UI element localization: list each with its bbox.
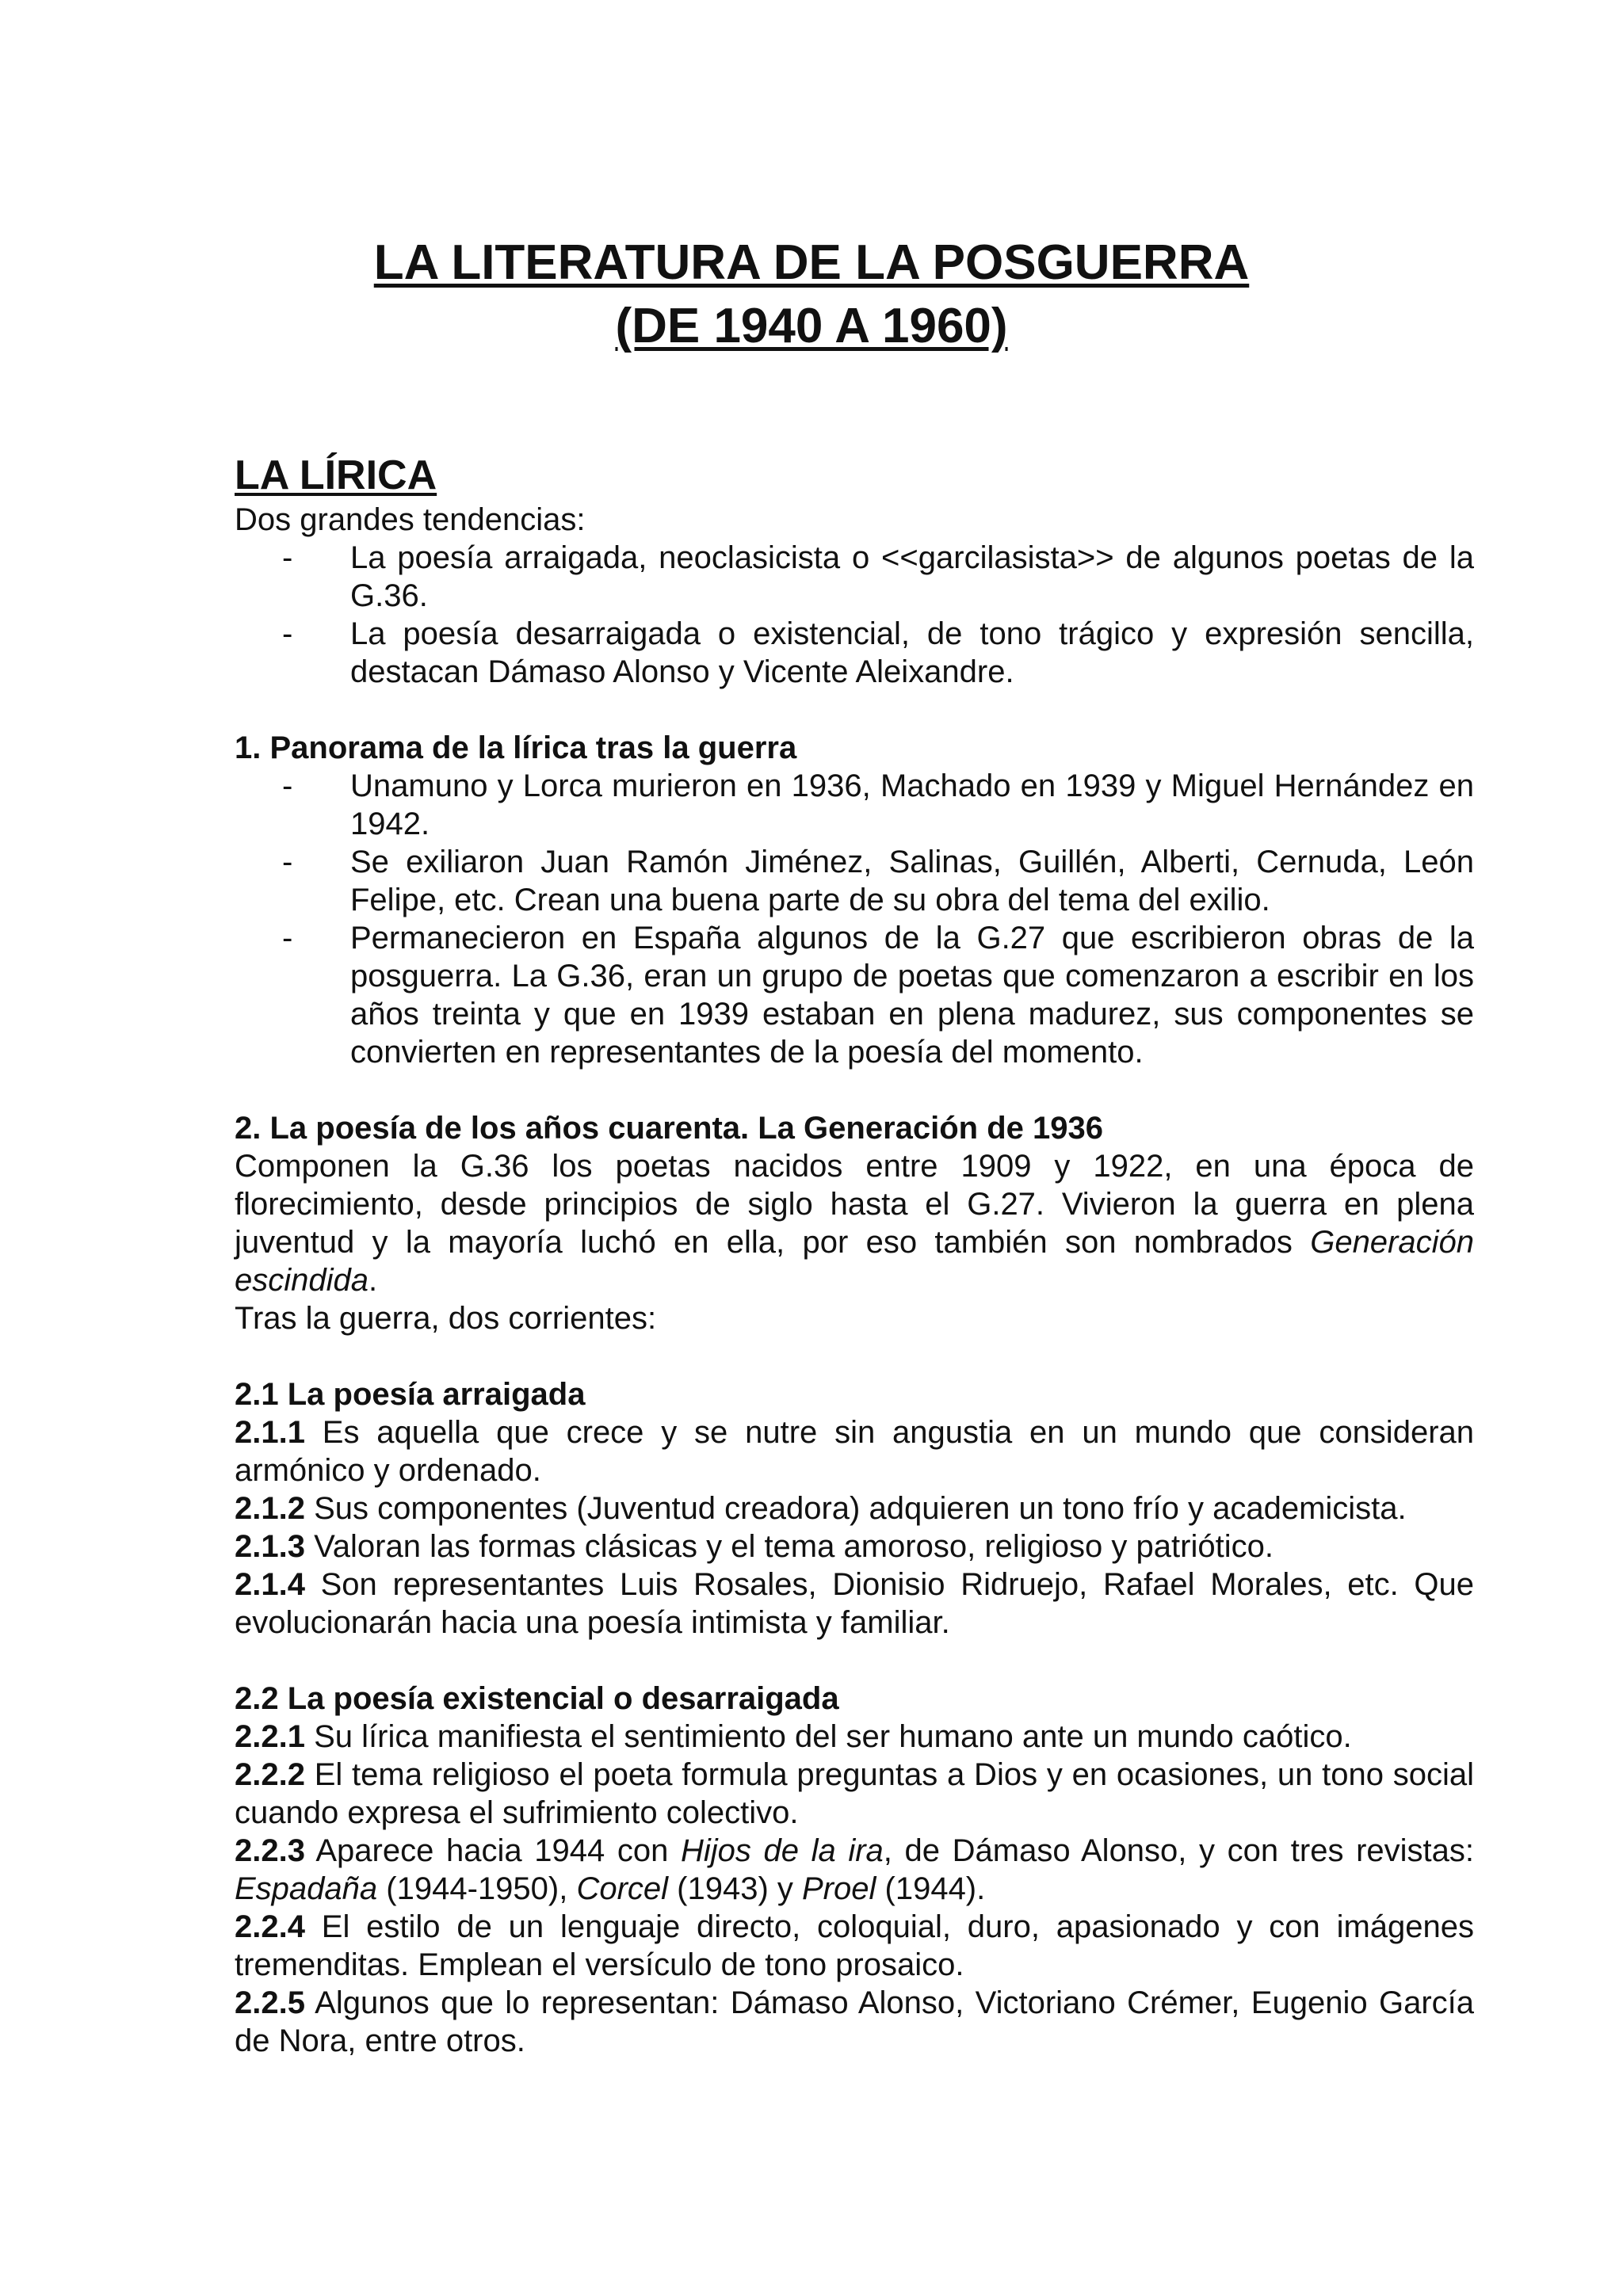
dash-bullet: -	[282, 921, 293, 955]
numbered-item: 2.1.1 Es aquella que crece y se nutre sin angustia en un mundo que consideran armónico y ordenado.	[235, 1415, 1474, 1488]
document-body	[235, 452, 1474, 2060]
dash-bullet: -	[282, 616, 293, 651]
numbered-item: 2.2.2 El tema religioso el poeta formula preguntas a Dios y en ocasiones, un tono social cuando expresa el sufrimiento colectivo.	[235, 1757, 1474, 1830]
list-item: - Unamuno y Lorca murieron en 1936, Machado en 1939 y Miguel Hernández en 1942.	[282, 769, 1474, 841]
dash-bullet: -	[282, 769, 293, 803]
dash-bullet: -	[282, 845, 293, 879]
panorama-list	[235, 767, 1474, 1071]
generacion-paragraph: Componen la G.36 los poetas nacidos entre 1909 y 1922, en una época de florecimiento, desde principios de siglo hasta el G.27. Vivieron la guerra en plena juventud y la mayoría luchó en ella, por eso también son nombrados Generación escindida.	[235, 1149, 1474, 1298]
list-item: - La poesía arraigada, neoclasicista o <<garcilasista>> de algunos poetas de la G.36.	[282, 540, 1474, 613]
title-line-1: LA LITERATURA DE LA POSGUERRA	[373, 235, 1250, 290]
section-heading-lirica: LA LÍRICA	[235, 452, 437, 498]
tras-la-guerra: Tras la guerra, dos corrientes:	[235, 1301, 657, 1336]
numbered-item: 2.2.3 Aparece hacia 1944 con Hijos de la ira, de Dámaso Alonso, y con tres revistas: Espadaña (1944-1950), Corcel (1943) y Proel (1944).	[235, 1833, 1474, 1906]
list-item: - La poesía desarraigada o existencial, de tono trágico y expresión sencilla, destacan Dámaso Alonso y Vicente Aleixandre.	[282, 616, 1474, 689]
lirica-list	[235, 539, 1474, 691]
title-line-2: (DE 1940 A 1960)	[615, 299, 1008, 353]
subheading-generacion-1936: 2. La poesía de los años cuarenta. La Generación de 1936	[235, 1111, 1103, 1146]
list-item: - Se exiliaron Juan Ramón Jiménez, Salinas, Guillén, Alberti, Cernuda, León Felipe, etc. Crean una buena parte de su obra del tema del exilio.	[282, 845, 1474, 917]
dash-bullet: -	[282, 540, 293, 575]
lirica-intro: Dos grandes tendencias:	[235, 502, 586, 537]
numbered-item: 2.2.1 Su lírica manifiesta el sentimiento del ser humano ante un mundo caótico.	[235, 1719, 1352, 1754]
numbered-item: 2.1.2 Sus componentes (Juventud creadora) adquieren un tono frío y academicista.	[235, 1491, 1407, 1526]
subheading-arraigada: 2.1 La poesía arraigada	[235, 1377, 586, 1412]
numbered-item: 2.2.4 El estilo de un lenguaje directo, coloquial, duro, apasionado y con imágenes tremenditas. Emplean el versículo de tono prosaico.	[235, 1909, 1474, 1982]
subheading-panorama: 1. Panorama de la lírica tras la guerra	[235, 730, 797, 765]
subheading-existencial: 2.2 La poesía existencial o desarraigada	[235, 1681, 839, 1716]
document-title	[0, 231, 1623, 358]
numbered-item: 2.1.3 Valoran las formas clásicas y el tema amoroso, religioso y patriótico.	[235, 1529, 1274, 1564]
list-item: - Permanecieron en España algunos de la G.27 que escribieron obras de la posguerra. La G.36, eran un grupo de poetas que comenzaron a escribir en los años treinta y que en 1939 estaban en plena madurez, sus componentes se convierten en representantes de la poesía del momento.	[282, 921, 1474, 1070]
numbered-item: 2.2.5 Algunos que lo representan: Dámaso Alonso, Victoriano Crémer, Eugenio García de Nora, entre otros.	[235, 1985, 1474, 2058]
numbered-item: 2.1.4 Son representantes Luis Rosales, Dionisio Ridruejo, Rafael Morales, etc. Que evolucionarán hacia una poesía intimista y familiar.	[235, 1567, 1474, 1640]
